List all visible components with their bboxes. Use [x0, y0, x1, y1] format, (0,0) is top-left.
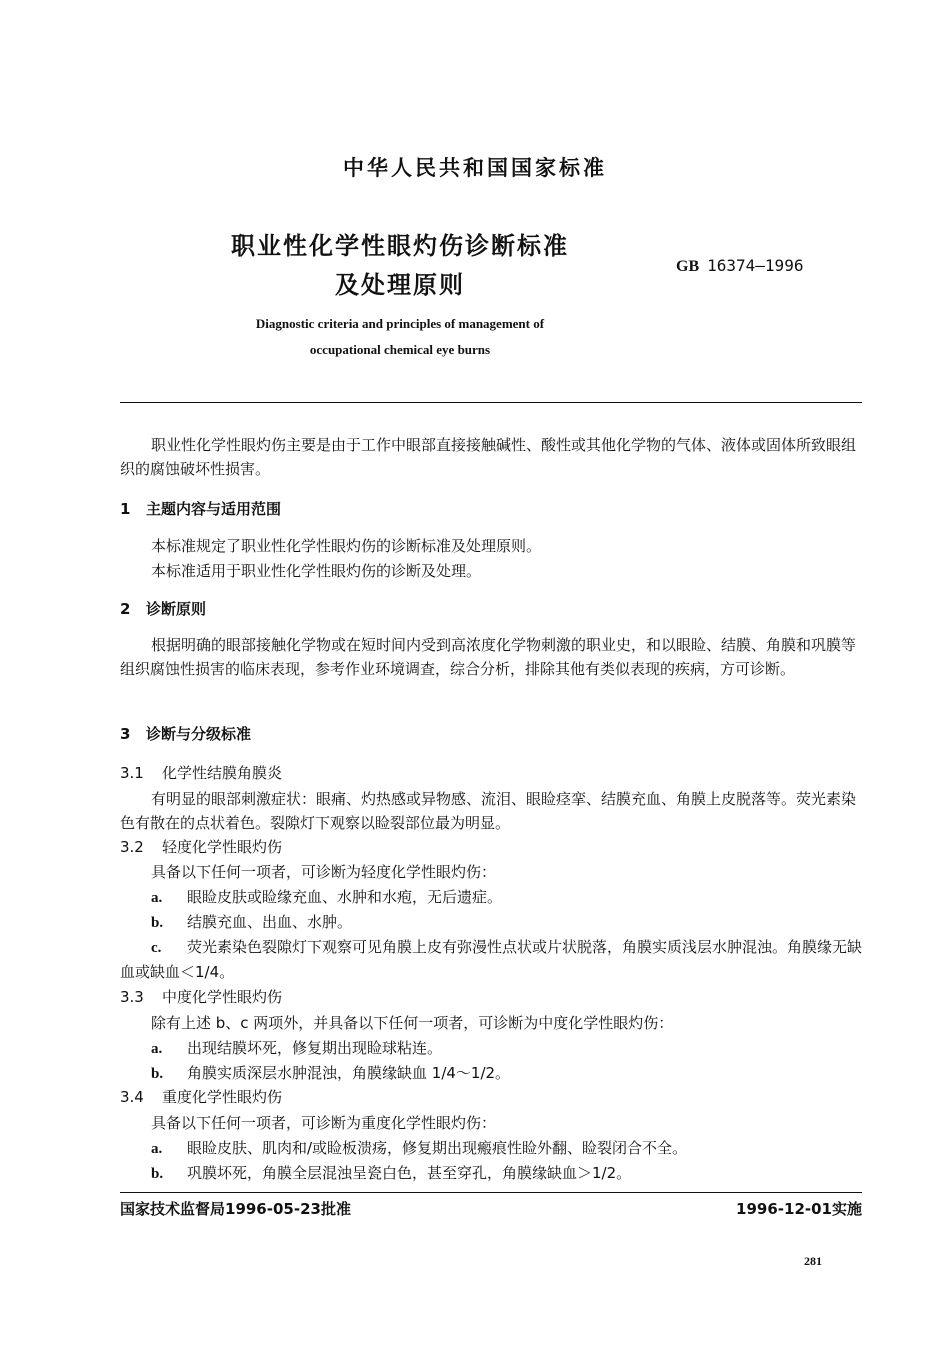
subsection-3-4-heading [120, 1086, 282, 1107]
list-item-label: a. [151, 890, 163, 906]
subsection-3-1-para: 有明显的眼部刺激症状：眼痛、灼热感或异物感、流泪、眼睑痉挛、结膜充血、角膜上皮脱落等。荧光素染色有散在的点状着色。裂隙灯下观察以睑裂部位最为明显。 [120, 790, 857, 832]
section-2-title: 诊断原则 [146, 600, 207, 618]
title-en-line1: Diagnostic criteria and principles of management of [255, 316, 545, 331]
section-3-heading [120, 723, 251, 744]
list-item-text: 眼睑皮肤或睑缘充血、水肿和水疱，无后遗症。 [187, 888, 503, 906]
title-cn-line1: 职业性化学性眼灼伤诊断标准 [231, 232, 569, 260]
list-item-label: a. [151, 1041, 163, 1057]
list-item [151, 885, 862, 910]
section-1-number: 1 [120, 500, 131, 518]
list-item-label: b. [151, 1166, 164, 1182]
header-divider [120, 402, 862, 403]
list-item-text: 巩膜坏死，角膜全层混浊呈瓷白色，甚至穿孔，角膜缘缺血＞1/2。 [187, 1164, 632, 1182]
list-item-text: 荧光素染色裂隙灯下观察可见角膜上皮有弥漫性点状或片状脱落，角膜实质浅层水肿混浊。角膜缘无缺血或缺血＜1/4。 [120, 938, 863, 981]
list-item-label: c. [151, 940, 162, 956]
list-item [151, 1061, 862, 1086]
list-item-text: 角膜实质深层水肿混浊，角膜缘缺血 1/4～1/2。 [187, 1064, 511, 1082]
list-item [151, 1161, 862, 1186]
section-2-para1: 根据明确的眼部接触化学物或在短时间内受到高浓度化学物刺激的职业史，和以眼睑、结膜、角膜和巩膜等组织腐蚀性损害的临床表现，参考作业环境调查，综合分析，排除其他有类似表现的疾病，方可诊断。 [120, 636, 857, 678]
title-en-line2: occupational chemical eye burns [309, 342, 491, 357]
list-item [151, 1136, 862, 1161]
subsection-3-1-number: 3.1 [120, 764, 144, 782]
page-number: 281 [804, 1254, 822, 1268]
list-item-text: 结膜充血、出血、水肿。 [187, 913, 353, 931]
section-1-para2: 本标准适用于职业性化学性眼灼伤的诊断及处理。 [151, 562, 482, 580]
list-item-label: b. [151, 1066, 164, 1082]
title-cn-line2: 及处理原则 [335, 271, 465, 299]
subsection-3-4-lead: 具备以下任何一项者，可诊断为重度化学性眼灼伤： [151, 1114, 497, 1132]
subsection-3-3-number: 3.3 [120, 988, 144, 1006]
intro-paragraph: 职业性化学性眼灼伤主要是由于工作中眼部直接接触碱性、酸性或其他化学物的气体、液体或固体所致眼组织的腐蚀破坏性损害。 [120, 436, 857, 478]
section-1-title: 主题内容与适用范围 [146, 500, 282, 518]
standard-code-number: 16374—1996 [707, 256, 804, 275]
subsection-3-1-heading [120, 762, 282, 783]
section-3-title: 诊断与分级标准 [146, 725, 252, 743]
section-2-heading [120, 598, 206, 619]
list-item-text: 眼睑皮肤、肌肉和/或睑板溃疡，修复期出现瘢痕性睑外翻、睑裂闭合不全。 [187, 1139, 688, 1157]
list-item-text: 出现结膜坏死，修复期出现睑球粘连。 [187, 1039, 443, 1057]
list-item-label: b. [151, 915, 164, 931]
subsection-3-3-lead: 除有上述 b、c 两项外，并具备以下任何一项者，可诊断为中度化学性眼灼伤： [151, 1014, 674, 1032]
section-1-heading [120, 498, 281, 519]
standard-code [676, 256, 803, 276]
footer-divider [120, 1192, 862, 1193]
section-2-number: 2 [120, 600, 131, 618]
subsection-3-1-title: 化学性结膜角膜炎 [162, 764, 283, 782]
subsection-3-2-title: 轻度化学性眼灼伤 [162, 838, 283, 856]
list-item-label: a. [151, 1141, 163, 1157]
list-item [151, 1036, 862, 1061]
subsection-3-4-number: 3.4 [120, 1088, 144, 1106]
list-item [151, 910, 862, 935]
national-standard-header: 中华人民共和国国家标准 [343, 156, 607, 180]
section-3-number: 3 [120, 725, 131, 743]
subsection-3-4-title: 重度化学性眼灼伤 [162, 1088, 283, 1106]
subsection-3-2-heading [120, 836, 282, 857]
standard-code-prefix: GB [676, 258, 700, 275]
subsection-3-3-heading [120, 986, 282, 1007]
subsection-3-2-lead: 具备以下任何一项者，可诊断为轻度化学性眼灼伤： [151, 863, 497, 881]
section-1-para1: 本标准规定了职业性化学性眼灼伤的诊断标准及处理原则。 [151, 537, 542, 555]
subsection-3-3-title: 中度化学性眼灼伤 [162, 988, 283, 1006]
approval-date: 国家技术监督局1996-05-23批准 [120, 1200, 351, 1218]
effective-date: 1996-12-01实施 [736, 1200, 862, 1218]
subsection-3-2-number: 3.2 [120, 838, 144, 856]
list-item [120, 935, 862, 984]
